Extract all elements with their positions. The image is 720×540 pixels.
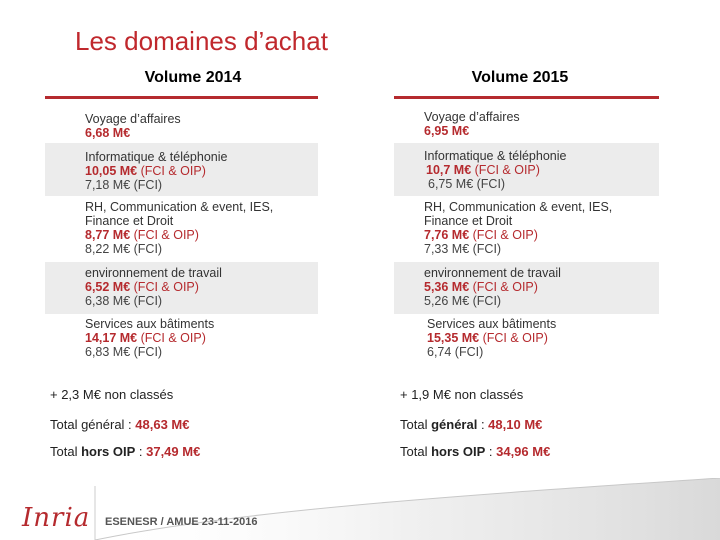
row-extra: 6,83 M€ (FCI) xyxy=(85,345,163,359)
row-value: 7,76 M€ xyxy=(424,228,470,242)
row-label: Services aux bâtiments xyxy=(427,317,557,331)
row-value-suffix: (FCI & OIP) xyxy=(130,280,199,294)
row-rh-2014 xyxy=(85,200,310,256)
row-value-suffix: (FCI & OIP) xyxy=(469,228,538,242)
total-hors-label: Total xyxy=(50,444,82,459)
row-informatique-2014 xyxy=(85,150,315,192)
total-hors-sep: : xyxy=(485,444,497,459)
row-value-suffix: (FCI & OIP) xyxy=(479,331,548,345)
page-title: Les domaines d’achat xyxy=(75,26,328,56)
total-2014 xyxy=(50,417,189,432)
row-label: Voyage d’affaires xyxy=(424,110,520,124)
row-label: RH, Communication & event, IES, Finance et Droit xyxy=(85,200,274,228)
divider-2015 xyxy=(394,96,659,99)
total-label: Total xyxy=(400,417,432,432)
row-label: RH, Communication & event, IES, Finance et Droit xyxy=(424,200,613,228)
row-value: 10,05 M€ xyxy=(85,164,138,178)
row-value: 15,35 M€ xyxy=(427,331,480,345)
total-hors-label: Total xyxy=(400,444,432,459)
inria-logo: Inria xyxy=(22,503,91,533)
divider-2014 xyxy=(45,96,318,99)
heading-2014: Volume 2014 xyxy=(144,69,242,86)
total-hors-2014 xyxy=(50,444,200,459)
row-rh-2015 xyxy=(424,200,649,256)
row-extra: 8,22 M€ (FCI) xyxy=(85,242,163,256)
row-value-suffix: (FCI & OIP) xyxy=(130,228,199,242)
row-value-suffix: (FCI & OIP) xyxy=(471,163,540,177)
row-extra: 6,75 M€ (FCI) xyxy=(428,177,506,191)
total-hors-2015 xyxy=(400,444,550,459)
row-voyage-2015 xyxy=(424,110,654,138)
total-hors-bold: hors OIP xyxy=(431,444,486,459)
unclassified-2015: + 1,9 M€ non classés xyxy=(400,387,524,402)
row-extra: 7,33 M€ (FCI) xyxy=(424,242,502,256)
row-value-suffix: (FCI & OIP) xyxy=(137,164,206,178)
row-services-2015 xyxy=(427,317,657,359)
total-hors-bold: hors OIP xyxy=(81,444,136,459)
row-informatique-2015 xyxy=(424,149,654,191)
row-label: environnement de travail xyxy=(85,266,222,280)
row-value: 6,68 M€ xyxy=(85,126,131,140)
row-value-suffix: (FCI & OIP) xyxy=(469,280,538,294)
row-value: 14,17 M€ xyxy=(85,331,138,345)
row-value: 6,95 M€ xyxy=(424,124,470,138)
footer-band xyxy=(0,478,720,540)
row-value: 6,52 M€ xyxy=(85,280,131,294)
row-environnement-2015 xyxy=(424,266,654,308)
row-value: 5,36 M€ xyxy=(424,280,470,294)
row-environnement-2014 xyxy=(85,266,315,308)
total-2015 xyxy=(400,417,542,432)
row-value-suffix: (FCI & OIP) xyxy=(137,331,206,345)
total-label-bold: général xyxy=(431,417,478,432)
total-value: 48,10 M€ xyxy=(488,417,543,432)
row-extra: 6,38 M€ (FCI) xyxy=(85,294,163,308)
row-label: Services aux bâtiments xyxy=(85,317,215,331)
row-label: Informatique & téléphonie xyxy=(424,149,567,163)
heading-2015: Volume 2015 xyxy=(471,69,569,86)
footer-text: ESENESR / AMUE 23-11-2016 xyxy=(105,516,258,528)
row-voyage-2014 xyxy=(85,112,315,140)
unclassified-2014: + 2,3 M€ non classés xyxy=(50,387,174,402)
total-value: 48,63 M€ xyxy=(135,417,190,432)
row-label: Informatique & téléphonie xyxy=(85,150,228,164)
total-label-end: : xyxy=(477,417,489,432)
row-value: 10,7 M€ xyxy=(426,163,472,177)
row-services-2014 xyxy=(85,317,315,359)
total-hors-value: 34,96 M€ xyxy=(496,444,551,459)
row-extra: 6,74 (FCI) xyxy=(427,345,484,359)
total-label: Total général : xyxy=(50,417,136,432)
row-extra: 7,18 M€ (FCI) xyxy=(85,178,163,192)
total-hors-sep: : xyxy=(135,444,147,459)
row-extra: 5,26 M€ (FCI) xyxy=(424,294,502,308)
total-hors-value: 37,49 M€ xyxy=(146,444,201,459)
row-label: environnement de travail xyxy=(424,266,561,280)
row-label: Voyage d’affaires xyxy=(85,112,181,126)
row-value: 8,77 M€ xyxy=(85,228,131,242)
